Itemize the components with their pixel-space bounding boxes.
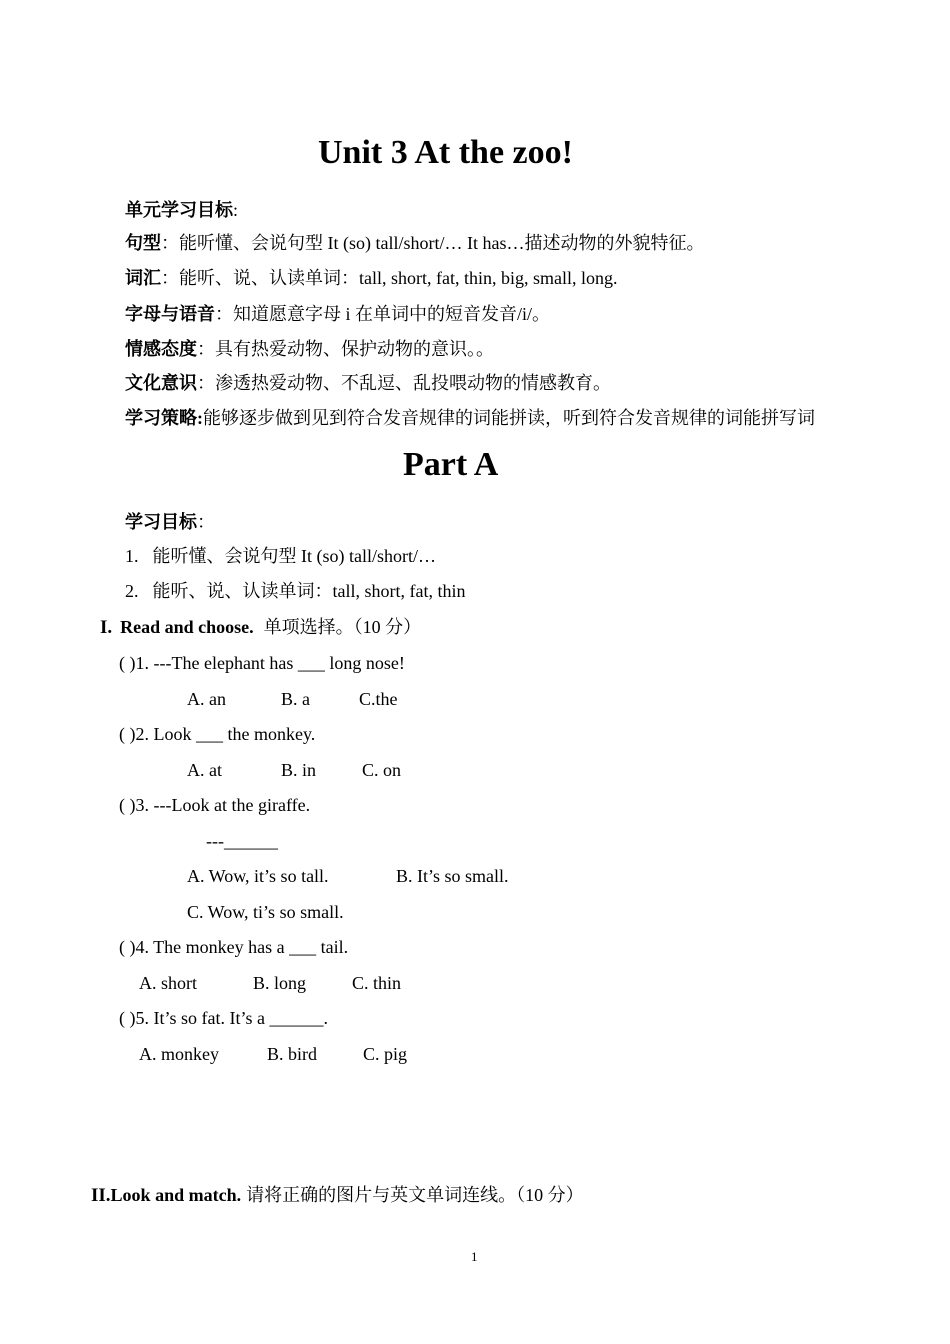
option: A. at — [187, 760, 222, 780]
option: C. pig — [363, 1044, 408, 1064]
option: B. a — [281, 689, 310, 709]
answer-blank[interactable]: ( ) — [119, 795, 136, 815]
part-goals-heading: 学习目标： — [125, 512, 215, 532]
option: B. long — [253, 973, 307, 993]
part-goal-item: 1. 能听懂、会说句型 It (so) tall/short/… — [125, 546, 436, 566]
option: C. thin — [352, 973, 402, 993]
answer-blank[interactable]: ( ) — [119, 653, 136, 673]
question-3: ( )3. ---Look at the giraffe. — [119, 795, 311, 815]
section-1-heading: I. Read and choose. 单项选择。（10 分） — [100, 617, 422, 638]
option: A. an — [187, 689, 226, 709]
option: B. It’s so small. — [396, 866, 509, 886]
option: A. monkey — [139, 1044, 219, 1064]
unit-goals-heading: 单元学习目标: — [125, 200, 239, 220]
option: B. in — [281, 760, 317, 780]
option: C. Wow, ti’s so small. — [187, 902, 344, 922]
section-2-heading: II.Look and match. 请将正确的图片与英文单词连线。（10 分） — [91, 1185, 584, 1206]
reply-line: ---______ — [206, 831, 278, 851]
part-title: Part A — [403, 446, 499, 483]
option: B. bird — [267, 1044, 318, 1064]
option: C.the — [359, 689, 398, 709]
goal-sentence-patterns: 句型：能听懂、会说句型 It (so) tall/short/… It has…描述动物的外貌特征。 — [125, 233, 705, 253]
goal-attitude: 情感态度：具有热爱动物、保护动物的意识。。 — [125, 339, 494, 359]
option: C. on — [362, 760, 402, 780]
page-number: 1 — [471, 1249, 478, 1264]
goal-vocabulary: 词汇：能听、说、认读单词：tall, short, fat, thin, big, small, long. — [125, 268, 618, 288]
unit-title: Unit 3 At the zoo! — [318, 134, 573, 171]
part-goal-item: 2. 能听、说、认读单词：tall, short, fat, thin — [125, 581, 466, 601]
question-4: ( )4. The monkey has a ___ tail. — [119, 937, 349, 957]
question-5: ( )5. It’s so fat. It’s a ______. — [119, 1008, 328, 1028]
answer-blank[interactable]: ( ) — [119, 1008, 136, 1028]
goal-culture: 文化意识：渗透热爱动物、不乱逗、乱投喂动物的情感教育。 — [125, 373, 611, 393]
answer-blank[interactable]: ( ) — [119, 724, 136, 744]
goal-strategy: 学习策略:能够逐步做到见到符合发音规律的词能拼读，听到符合发音规律的词能拼写词 — [125, 408, 815, 428]
answer-blank[interactable]: ( ) — [119, 937, 136, 957]
option: A. Wow, it’s so tall. — [187, 866, 329, 886]
question-1: ( )1. ---The elephant has ___ long nose! — [119, 653, 405, 673]
goal-phonics: 字母与语音：知道愿意字母 i 在单词中的短音发音/i/。 — [125, 304, 551, 324]
option: A. short — [139, 973, 197, 993]
question-2: ( )2. Look ___ the monkey. — [119, 724, 316, 744]
